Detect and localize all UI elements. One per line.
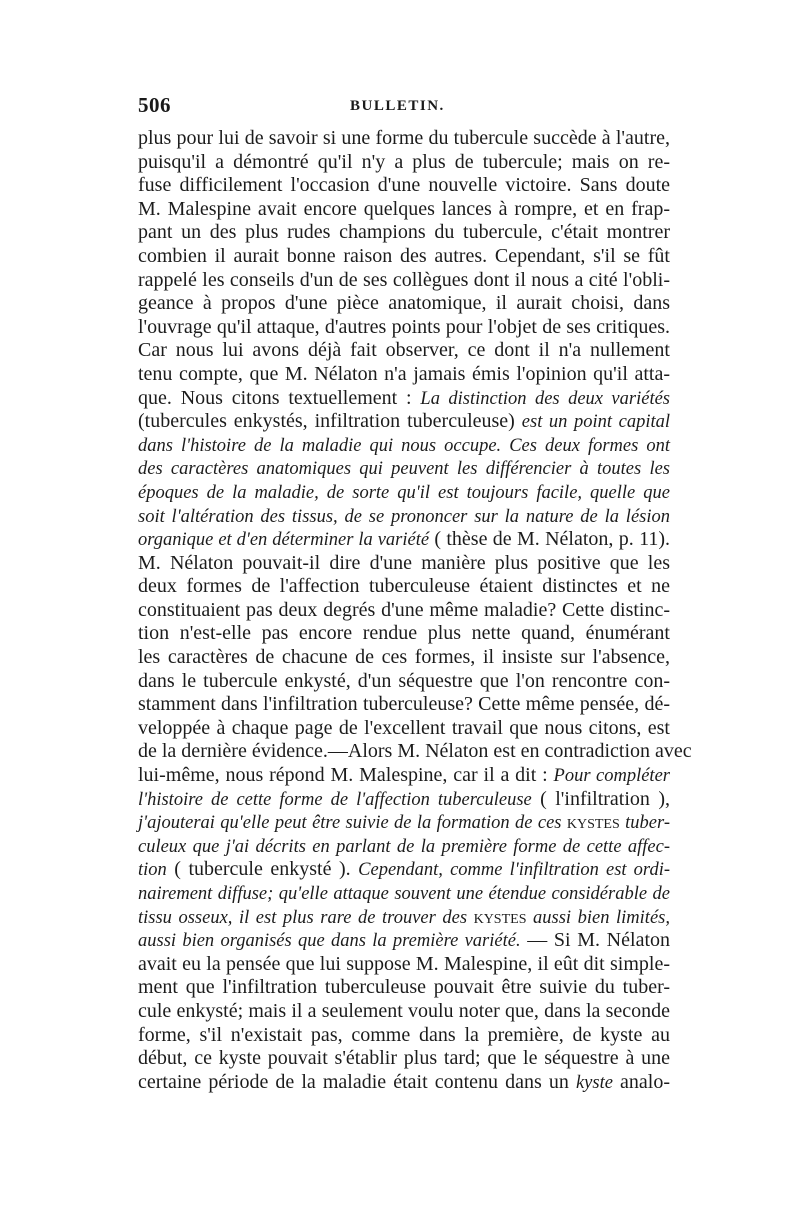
italic-text: aussi bien organisés que dans la première variété.: [138, 931, 521, 952]
text-line: [138, 339, 670, 363]
text-run: ( tubercule enkysté ).: [166, 858, 359, 881]
text-line: [138, 599, 670, 623]
text-line: [138, 1000, 670, 1024]
italic-text: soit l'altération des tissus, de se prononcer sur la nature de la lésion: [138, 506, 670, 527]
text-run: tenu compte, que M. Nélaton n'a jamais émis l'opinion qu'il atta-: [138, 362, 670, 385]
text-run: M. Malespine avait encore quelques lances à rompre, et en frap-: [138, 197, 670, 220]
text-line: [138, 835, 670, 859]
text-run: puisqu'il a démontré qu'il n'y a plus de tubercule; mais on re-: [138, 150, 670, 173]
text-run: constituaient pas deux degrés d'une même maladie? Cette distinc-: [138, 598, 670, 621]
text-run: lui-même, nous répond M. Malespine, car il a dit :: [138, 764, 554, 787]
italic-text: aussi bien limités,: [526, 907, 670, 928]
italic-text: La distinction des deux variétés: [420, 388, 670, 409]
italic-text: kyste: [575, 1072, 613, 1093]
text-run: Car nous lui avons déjà fait observer, ce dont il n'a nullement: [138, 339, 670, 362]
text-line: [138, 740, 692, 764]
text-line: [138, 906, 670, 930]
text-line: [138, 198, 670, 222]
text-run: veloppée à chaque page de l'excellent travail que nous citons, est: [138, 716, 670, 739]
italic-text: Pour compléter: [553, 766, 670, 787]
small-caps-text: kystes: [473, 905, 527, 928]
text-run: combien il aurait bonne raison des autres. Cependant, s'il se fût: [138, 244, 670, 267]
text-line: [138, 622, 670, 646]
running-head: BULLETIN.: [350, 98, 445, 114]
text-run: ( thèse de M. Nélaton, p. 11).: [429, 528, 670, 551]
text-run: analo-: [612, 1070, 670, 1093]
text-line: [138, 717, 670, 741]
text-run: tion n'est-elle pas encore rendue plus nette quand, énumérant: [138, 622, 670, 645]
text-line: [138, 245, 670, 269]
text-line: [138, 269, 670, 293]
italic-text: organique et d'en déterminer la variété: [138, 530, 430, 551]
text-run: rappelé les conseils d'un de ses collègues dont il nous a cité l'obli-: [138, 268, 670, 291]
text-run: début, ce kyste pouvait s'établir plus tard; que le séquestre à une: [138, 1047, 670, 1070]
italic-text: l'histoire de cette forme de l'affection tuberculeuse: [138, 789, 532, 810]
text-run: certaine période de la maladie était contenu dans un: [138, 1070, 576, 1093]
text-run: deux formes de l'affection tuberculeuse étaient distinctes et ne: [138, 575, 670, 598]
text-run: que. Nous citons textuellement :: [138, 386, 421, 409]
text-run: fuse difficilement l'occasion d'une nouvelle victoire. Sans doute: [138, 174, 670, 197]
text-line: [138, 646, 670, 670]
text-run: de la dernière évidence.—Alors M. Nélaton est en contradiction avec: [138, 740, 692, 763]
text-line: [138, 953, 670, 977]
text-run: les caractères de chacune de ces formes, il insiste sur l'absence,: [138, 646, 670, 669]
text-line: [138, 858, 670, 882]
text-line: [138, 764, 670, 788]
text-run: (tubercules enkystés, infiltration tuberculeuse): [138, 410, 522, 433]
text-line: [138, 434, 670, 458]
text-run: forme, s'il n'existait pas, comme dans la première, de kyste au: [138, 1023, 670, 1046]
text-line: [138, 127, 670, 151]
text-line: [138, 929, 670, 953]
text-line: [138, 174, 670, 198]
text-line: [138, 552, 670, 576]
text-line: [138, 811, 670, 835]
text-run: dans le tubercule enkysté, d'un séquestre que l'on rencontre con-: [138, 669, 670, 692]
body-text: [138, 127, 692, 1094]
text-line: [138, 316, 670, 340]
text-line: [138, 788, 670, 812]
text-line: [138, 221, 670, 245]
text-line: [138, 292, 670, 316]
text-run: cule enkysté; mais il a seulement voulu noter que, dans la seconde: [138, 999, 670, 1022]
italic-text: nairement diffuse; qu'elle attaque souvent une étendue considérable de: [138, 884, 670, 904]
page-header: [138, 93, 670, 123]
text-line: [138, 151, 670, 175]
text-run: pant un des plus rudes champions du tubercule, c'était montrer: [138, 221, 670, 244]
italic-text: Cependant, comme l'infiltration est ordi-: [358, 860, 670, 881]
text-run: plus pour lui de savoir si une forme du tubercule succède à l'autre,: [138, 127, 670, 149]
text-line: [138, 457, 670, 481]
text-line: [138, 481, 670, 505]
text-line: [138, 505, 670, 529]
italic-text: culeux que j'ai décrits en parlant de la première forme de cette affec-: [138, 836, 670, 857]
italic-text: des caractères anatomiques qui peuvent les différencier à toutes les: [138, 459, 670, 480]
text-run: ment que l'infiltration tuberculeuse pouvait être suivie du tuber-: [138, 976, 670, 999]
text-run: stamment dans l'infiltration tuberculeuse? Cette même pensée, dé-: [138, 693, 670, 716]
text-line: [138, 1024, 670, 1048]
page-number: 506: [138, 93, 171, 117]
text-line: [138, 976, 670, 1000]
italic-text: est un point capital: [521, 412, 670, 433]
text-line: [138, 693, 670, 717]
text-run: ( l'infiltration ),: [531, 787, 670, 810]
text-run: M. Nélaton pouvait-il dire d'une manière plus positive que les: [138, 551, 670, 574]
text-line: [138, 575, 670, 599]
text-run: l'ouvrage qu'il attaque, d'autres points pour l'objet de ses critiques.: [138, 315, 670, 338]
text-line: [138, 363, 670, 387]
italic-text: époques de la maladie, de sorte qu'il est toujours facile, quelle que: [138, 482, 670, 503]
text-line: [138, 410, 670, 434]
text-line: [138, 670, 670, 694]
italic-text: j'ajouterai qu'elle peut être suivie de la formation de ces: [138, 813, 567, 834]
text-line: [138, 1047, 670, 1071]
small-caps-text: kystes: [566, 811, 620, 834]
text-line: [138, 1071, 670, 1095]
text-line: [138, 882, 670, 906]
text-line: [138, 528, 670, 552]
text-run: geance à propos d'une pièce anatomique, il aurait choisi, dans: [138, 292, 670, 315]
italic-text: dans l'histoire de la maladie qui nous occupe. Ces deux formes ont: [138, 435, 670, 456]
italic-text: tion: [138, 860, 167, 881]
text-run: — Si M. Nélaton: [520, 929, 670, 952]
italic-text: tissu osseux, il est plus rare de trouver des: [138, 907, 474, 928]
italic-text: tuber-: [619, 813, 671, 834]
text-run: avait eu la pensée que lui suppose M. Malespine, il eût dit simple-: [138, 952, 670, 975]
text-line: [138, 387, 670, 411]
